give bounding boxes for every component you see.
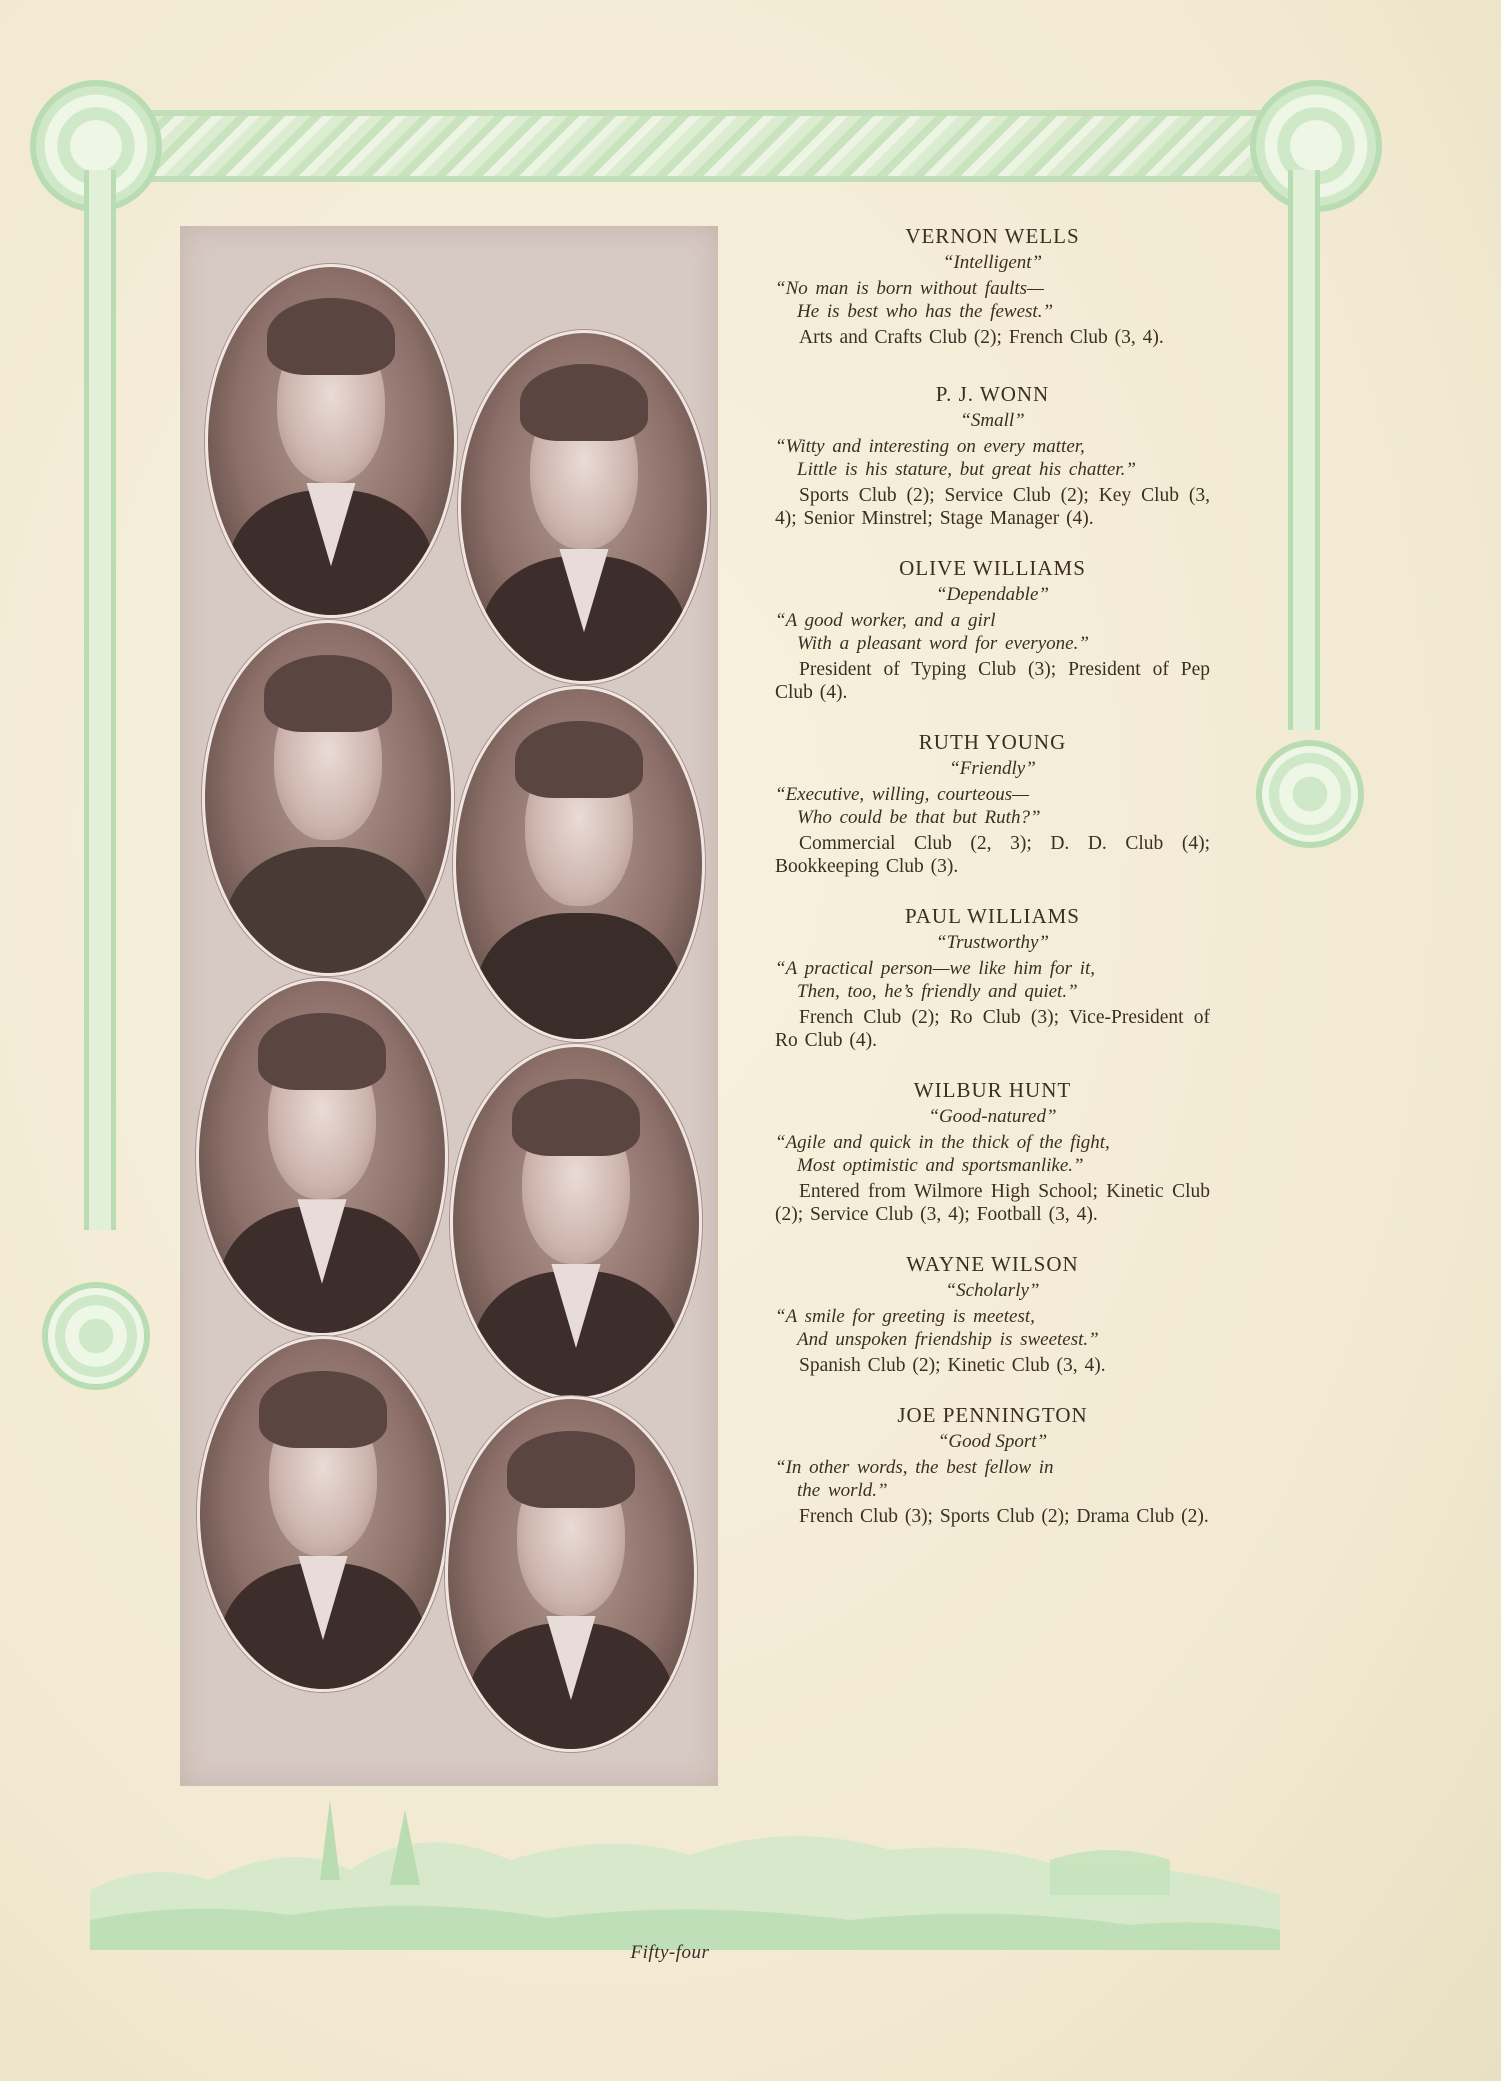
student-activities: French Club (2); Ro Club (3); Vice-President of Ro Club (4). — [775, 1007, 1210, 1051]
student-quote — [775, 277, 1210, 323]
quote-line: Little is his stature, but great his chatter.” — [797, 459, 1136, 480]
student-entry — [775, 556, 1210, 704]
student-name: WAYNE WILSON — [906, 1252, 1079, 1276]
portrait-photo — [197, 1336, 449, 1692]
student-quote — [775, 1131, 1210, 1177]
student-entry — [775, 1403, 1210, 1528]
student-name: JOE PENNINGTON — [897, 1403, 1088, 1427]
decorative-right-border — [1288, 170, 1320, 730]
portrait-photo — [450, 1044, 702, 1400]
quote-line: “A good worker, and a girl — [775, 610, 996, 631]
student-entry — [775, 382, 1210, 530]
portrait-panel — [180, 226, 718, 1786]
student-name: P. J. WONN — [935, 382, 1050, 406]
portrait-photo — [196, 978, 448, 1336]
student-entry — [775, 224, 1210, 349]
senior-entries — [775, 224, 1210, 1554]
student-activities: French Club (3); Sports Club (2); Drama Club (2). — [799, 1506, 1209, 1527]
student-quote — [775, 435, 1210, 481]
student-nickname: “Good-natured” — [928, 1106, 1057, 1127]
quote-line: And unspoken friendship is sweetest.” — [797, 1329, 1099, 1350]
decorative-left-border — [84, 170, 116, 1230]
quote-line: “No man is born without faults— — [775, 278, 1044, 299]
quote-line: “Witty and interesting on every matter, — [775, 436, 1085, 457]
student-name: VERNON WELLS — [905, 224, 1080, 248]
student-activities: Spanish Club (2); Kinetic Club (3, 4). — [799, 1355, 1106, 1376]
student-entry — [775, 1078, 1210, 1226]
student-entry — [775, 1252, 1210, 1377]
student-activities: Commercial Club (2, 3); D. D. Club (4); Bookkeeping Club (3). — [775, 833, 1210, 877]
student-activities: President of Typing Club (3); President of Pep Club (4). — [775, 659, 1210, 703]
student-nickname: “Trustworthy” — [936, 932, 1049, 953]
quote-line: “A smile for greeting is meetest, — [775, 1306, 1035, 1327]
student-nickname: “Good Sport” — [937, 1431, 1048, 1452]
quote-line: Most optimistic and sportsmanlike.” — [797, 1155, 1084, 1176]
quote-line: “A practical person—we like him for it, — [775, 958, 1096, 979]
student-entry — [775, 904, 1210, 1052]
portrait-photo — [205, 264, 457, 618]
student-nickname: “Dependable” — [936, 584, 1049, 605]
student-name: RUTH YOUNG — [918, 730, 1067, 754]
portrait-photo — [458, 330, 710, 684]
portrait-photo — [453, 686, 705, 1042]
student-nickname: “Small” — [960, 410, 1025, 431]
student-entry — [775, 730, 1210, 878]
student-quote — [775, 783, 1210, 829]
student-nickname: “Intelligent” — [942, 252, 1043, 273]
quote-line: “Agile and quick in the thick of the fight, — [775, 1132, 1110, 1153]
quote-line: “Executive, willing, courteous— — [775, 784, 1030, 805]
student-name: OLIVE WILLIAMS — [899, 556, 1086, 580]
student-activities: Arts and Crafts Club (2); French Club (3, 4). — [799, 327, 1164, 348]
student-name: PAUL WILLIAMS — [905, 904, 1080, 928]
portrait-photo — [445, 1396, 697, 1752]
student-quote — [775, 609, 1210, 655]
student-quote — [775, 1305, 1210, 1351]
quote-line: Who could be that but Ruth?” — [797, 807, 1041, 828]
quote-line: With a pleasant word for everyone.” — [797, 633, 1089, 654]
landscape-illustration — [90, 1800, 1280, 1950]
medallion-right — [1256, 740, 1364, 848]
student-nickname: “Friendly” — [949, 758, 1036, 779]
quote-line: “In other words, the best fellow in — [775, 1457, 1054, 1478]
portrait-photo — [202, 620, 454, 976]
student-quote — [775, 1456, 1210, 1502]
decorative-top-border — [70, 110, 1352, 182]
quote-line: He is best who has the fewest.” — [797, 301, 1054, 322]
student-activities: Entered from Wilmore High School; Kinetic Club (2); Service Club (3, 4); Football (3, 4). — [775, 1181, 1210, 1225]
quote-line: Then, too, he’s friendly and quiet.” — [797, 981, 1078, 1002]
student-activities: Sports Club (2); Service Club (2); Key Club (3, 4); Senior Minstrel; Stage Manager (4). — [775, 485, 1210, 529]
page-number: Fifty-four — [630, 1942, 710, 1963]
student-quote — [775, 957, 1210, 1003]
student-name: WILBUR HUNT — [913, 1078, 1072, 1102]
quote-line: the world.” — [797, 1480, 888, 1501]
student-nickname: “Scholarly” — [945, 1280, 1040, 1301]
medallion-left — [42, 1282, 150, 1390]
